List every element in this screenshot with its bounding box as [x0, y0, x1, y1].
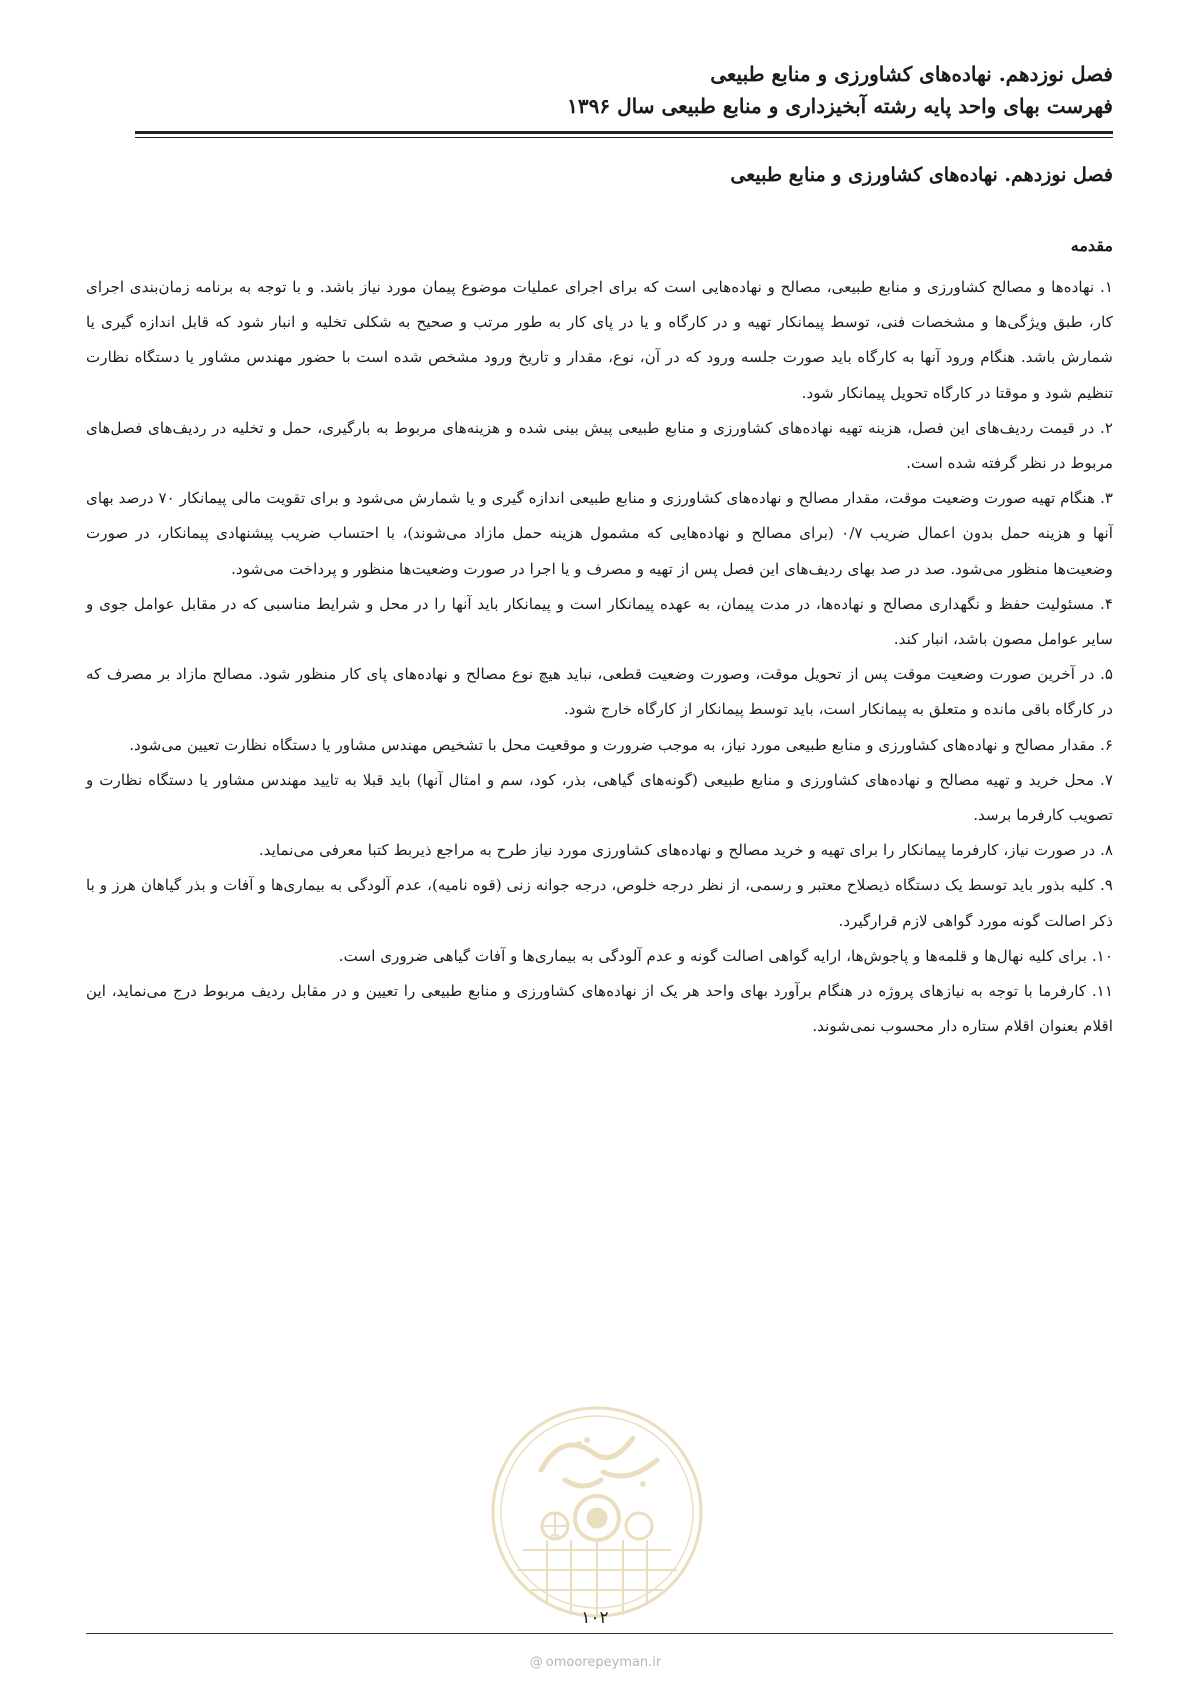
- chapter-title: فصل نوزدهم. نهاده‌های کشاورزی و منابع طبیعی: [730, 164, 1113, 186]
- paragraph-item-1: ۱. نهاده‌ها و مصالح کشاورزی و منابع طبیعی، مصالح و نهاده‌هایی است که برای اجرای عملیات موضوع پیمان مورد نیاز باشد. و با توجه به برنامه زمان‌بندی اجرای کار، طبق ویژگی‌ها و مشخصات فنی، توسط پیمانکار تهیه و در کارگاه و یا در پای کار به طور مرتب و صحیح به شکلی تخلیه و انبار شود که قابل اندازه گیری یا شمارش باشد. هنگام ورود آنها به کارگاه باید صورت جلسه ورود که در آن، نوع، مقدار و تاریخ ورود مشخص شده است با حضور مهندس مشاور یا دستگاه نظارت تنظیم شود و موقتا در کارگاه تحویل پیمانکار شود.: [86, 278, 1113, 402]
- page-number: ۱۰۲: [581, 1608, 609, 1628]
- header-rule-thin: [135, 137, 1113, 138]
- paragraph-item-6: ۶. مقدار مصالح و نهاده‌های کشاورزی و منابع طبیعی مورد نیاز، به موجب ضرورت و موقعیت محل با تشخیص مهندس مشاور یا دستگاه نظارت تعیین می‌شود.: [129, 735, 1113, 754]
- footer-website-text: omoorepeyman.ir: [545, 1655, 662, 1670]
- paragraph-item-9: ۹. کلیه بذور باید توسط یک دستگاه ذیصلاح معتبر و رسمی، از نظر درجه خلوص، درجه جوانه زنی (قوه نامیه)، عدم آلودگی به بیماری‌ها و آفات و بذر گیاهان هرز و با ذکر اصالت گونه مورد گواهی لازم قرارگیرد.: [86, 876, 1113, 930]
- paragraph-item-5: ۵. در آخرین صورت وضعیت موقت پس از تحویل موقت، وصورت وضعیت قطعی، نباید هیچ نوع مصالح و نهاده‌های پای کار منظور شود. مصالح مازاد بر مصرف که در کارگاه باقی مانده و متعلق به پیمانکار است، باید توسط پیمانکار از کارگاه خارج شود.: [86, 665, 1113, 719]
- paragraph-item-4: ۴. مسئولیت حفظ و نگهداری مصالح و نهاده‌ها، در مدت پیمان، به عهده پیمانکار است و پیمانکار باید آنها را در محل و شرایط مناسبی که در مقابل عوامل جوی و سایر عوامل مصون باشد، انبار کند.: [86, 594, 1113, 649]
- page-header: [135, 58, 1113, 122]
- paragraph-item-10: ۱۰. برای کلیه نهال‌ها و قلمه‌ها و پاجوش‌ها، ارایه گواهی اصالت گونه و عدم آلودگی به بیماری‌ها و آفات گیاهی ضروری است.: [338, 946, 1113, 965]
- paragraph-item-7: ۷. محل خرید و تهیه مصالح و نهاده‌های کشاورزی و منابع طبیعی (گونه‌های گیاهی، بذر، کود، سم و امثال آنها) باید قبلا به تایید مهندس مشاور یا دستگاه نظارت و تصویب کارفرما برسد.: [86, 770, 1113, 825]
- document-body: [86, 270, 1113, 1044]
- header-rule-thick: [135, 131, 1113, 134]
- paragraph-item-8: ۸. در صورت نیاز، کارفرما پیمانکار را برای تهیه و خرید مصالح و نهاده‌های کشاورزی مورد نیاز طرح به مراجع ذیربط کتبا معرفی می‌نماید.: [258, 841, 1113, 860]
- paragraph-item-11: ۱۱. کارفرما با توجه به نیازهای پروژه در هنگام برآورد بهای واحد هر یک از نهاده‌های کشاورزی و منابع طبیعی را تعیین و در مقابل ردیف مربوط درج می‌نماید، این اقلام بعنوان اقلام ستاره دار محسوب نمی‌شوند.: [86, 982, 1113, 1036]
- paragraph-item-3: ۳. هنگام تهیه صورت وضعیت موقت، مقدار مصالح و نهاده‌های کشاورزی و منابع طبیعی اندازه گیری و یا شمارش می‌شود و برای تقویت مالی پیمانکار ۷۰ درصد بهای آنها و هزینه حمل بدون اعمال ضریب ۰/۷ (برای مصالح و نهاده‌هایی که مشمول هزینه حمل مازاد می‌شوند)، با احتساب ضریب پیشنهادی پیمانکار، در صورت وضعیت‌ها منظور می‌شود. صد در صد بهای ردیف‌های این فصل پس از تهیه و مصرف و یا اجرا در صورت وضعیت‌ها منظور و پرداخت می‌شود.: [86, 489, 1113, 578]
- at-sign-icon: @: [529, 1655, 543, 1670]
- header-chapter-line: فصل نوزدهم. نهاده‌های کشاورزی و منابع طبیعی: [710, 62, 1113, 86]
- paragraph-item-2: ۲. در قیمت ردیف‌های این فصل، هزینه تهیه نهاده‌های کشاورزی و منابع طبیعی پیش بینی شده و هزینه‌های مربوط به بارگیری، حمل و تخلیه در ردیف‌های فصل‌های مربوط در نظر گرفته شده است.: [86, 418, 1113, 473]
- footer-website[interactable]: [0, 1655, 1191, 1670]
- watermark-logo: [483, 1400, 711, 1625]
- header-price-list-line: فهرست بهای واحد پایه رشته آبخیزداری و منابع طبیعی سال ۱۳۹۶: [567, 94, 1113, 118]
- footer-rule: [86, 1633, 1113, 1634]
- intro-heading: مقدمه: [1070, 236, 1113, 255]
